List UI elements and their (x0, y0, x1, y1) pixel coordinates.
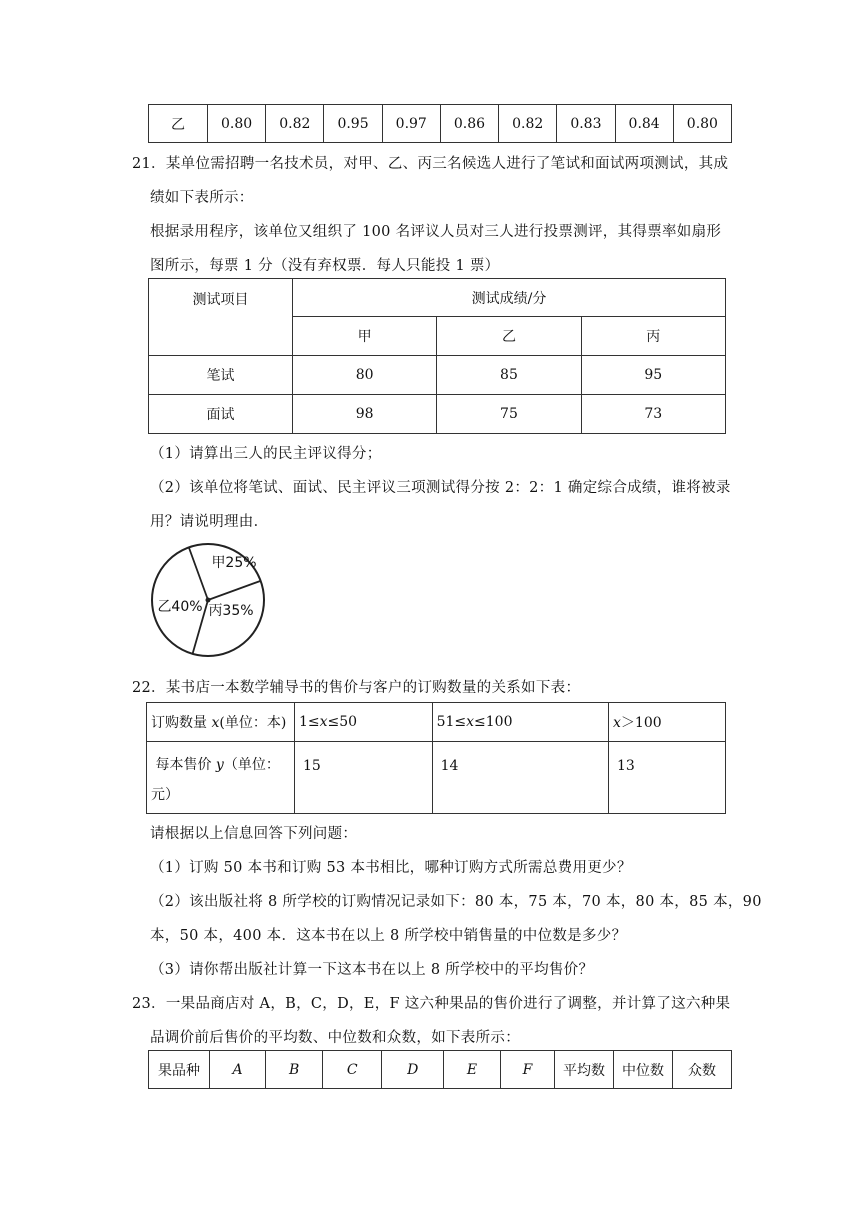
top-data-table (148, 104, 732, 143)
range-text: 1≤ (299, 714, 320, 730)
table-row (147, 703, 726, 742)
value-cell: 0.80 (208, 105, 266, 143)
value-cell: 0.86 (440, 105, 498, 143)
table-row (149, 1051, 732, 1089)
header-cell: C (323, 1051, 382, 1089)
label-text: （单位： (223, 757, 280, 773)
table-row (149, 279, 726, 317)
header-cell: B (266, 1051, 323, 1089)
header-cell: A (210, 1051, 266, 1089)
header-cell: E (444, 1051, 501, 1089)
value-cell: 0.82 (499, 105, 557, 143)
header-cell: 中位数 (614, 1051, 673, 1089)
value-cell: 0.80 (673, 105, 731, 143)
pie-slice-label: 甲25% (211, 555, 257, 571)
candidate-cell: 乙 (437, 317, 581, 356)
value-cell: 0.97 (382, 105, 440, 143)
table-row (149, 105, 732, 143)
row-label-cell: 乙 (149, 105, 208, 143)
variable-x: x (319, 714, 328, 730)
q22-sub2a: （2）该出版社将 8 所学校的订购情况记录如下：80 本，75 本，70 本，80 本，85 本，90 (150, 894, 762, 910)
q22-price-table (146, 702, 726, 814)
price-cell: 14 (432, 742, 608, 814)
q21-line1: 21．某单位需招聘一名技术员，对甲、乙、丙三名候选人进行了笔试和面试两项测试，其成 (132, 156, 729, 172)
q21-line3: 根据录用程序，该单位又组织了 100 名评议人员对三人进行投票测评，其得票率如扇形 (150, 224, 722, 240)
range-text: 51≤ (436, 714, 467, 730)
row-label-cell: 面试 (149, 395, 293, 434)
q21-line2: 绩如下表所示： (150, 190, 254, 206)
header-cell: D (382, 1051, 444, 1089)
q22-sub1: （1）订购 50 本书和订购 53 本书相比，哪种订购方式所需总费用更少？ (150, 860, 632, 876)
pie-slice-label: 丙35% (208, 603, 254, 619)
value-cell: 98 (293, 395, 437, 434)
price-label-cell (147, 742, 295, 814)
variable-x: x (466, 714, 475, 730)
q22-prompt: 请根据以上信息回答下列问题： (150, 826, 358, 842)
q21-sub2b: 用？请说明理由． (150, 514, 269, 530)
q22-sub2b: 本，50 本，400 本．这本书在以上 8 所学校中销售量的中位数是多少？ (150, 928, 627, 944)
value-cell: 73 (581, 395, 725, 434)
label-text: (单位：本) (219, 715, 287, 731)
table-row (147, 742, 726, 814)
label-text: 订购数量 (151, 715, 212, 731)
header-cell: 果品种 (149, 1051, 210, 1089)
vote-pie-chart (146, 543, 270, 661)
header-cell: F (500, 1051, 554, 1089)
variable-x: x (613, 715, 621, 731)
value-cell: 0.82 (266, 105, 324, 143)
q22-line1: 22．某书店一本数学辅导书的售价与客户的订购数量的关系如下表： (132, 680, 581, 696)
range-text: ＞100 (620, 715, 662, 731)
header-cell: 平均数 (555, 1051, 614, 1089)
score-header-cell: 测试成绩/分 (293, 279, 726, 317)
q23-fruit-table (148, 1050, 732, 1089)
q23-line2: 品调价前后售价的平均数、中位数和众数，如下表所示： (150, 1030, 520, 1046)
table-row (149, 395, 726, 434)
label-text: 每本售价 (155, 757, 216, 773)
value-cell: 0.84 (615, 105, 673, 143)
q21-sub1: （1）请算出三人的民主评议得分； (150, 446, 382, 462)
candidate-cell: 甲 (293, 317, 437, 356)
range-text: ≤50 (327, 714, 358, 730)
q21-line4: 图所示，每票 1 分（没有弃权票．每人只能投 1 票） (150, 258, 500, 274)
variable-y: y (215, 757, 224, 773)
value-cell: 75 (437, 395, 581, 434)
value-cell: 0.95 (324, 105, 382, 143)
value-cell: 95 (581, 356, 725, 395)
quantity-label-cell (147, 703, 295, 742)
header-cell: 众数 (673, 1051, 732, 1089)
q21-sub2a: （2）该单位将笔试、面试、民主评议三项测试得分按 2：2：1 确定综合成绩，谁将被录 (150, 480, 731, 496)
value-cell: 0.83 (557, 105, 615, 143)
table-row (149, 356, 726, 395)
value-cell: 80 (293, 356, 437, 395)
range-cell (432, 703, 608, 742)
candidate-cell: 丙 (581, 317, 725, 356)
range-cell (609, 703, 726, 742)
price-cell: 13 (609, 742, 726, 814)
pie-center-dot (206, 598, 211, 603)
q21-score-table (148, 278, 726, 434)
item-header-cell: 测试项目 (149, 279, 293, 356)
row-label-cell: 笔试 (149, 356, 293, 395)
range-cell (295, 703, 433, 742)
range-text: ≤100 (474, 714, 513, 730)
pie-slice-label: 乙40% (157, 599, 203, 615)
value-cell: 85 (437, 356, 581, 395)
variable-x: x (211, 715, 220, 731)
label-text: 元） (151, 787, 179, 803)
q22-sub3: （3）请你帮出版社计算一下这本书在以上 8 所学校中的平均售价？ (150, 962, 594, 978)
price-cell: 15 (295, 742, 433, 814)
q23-line1: 23．一果品商店对 A，B，C，D，E，F 这六种果品的售价进行了调整，并计算了这六种果 (132, 996, 731, 1012)
